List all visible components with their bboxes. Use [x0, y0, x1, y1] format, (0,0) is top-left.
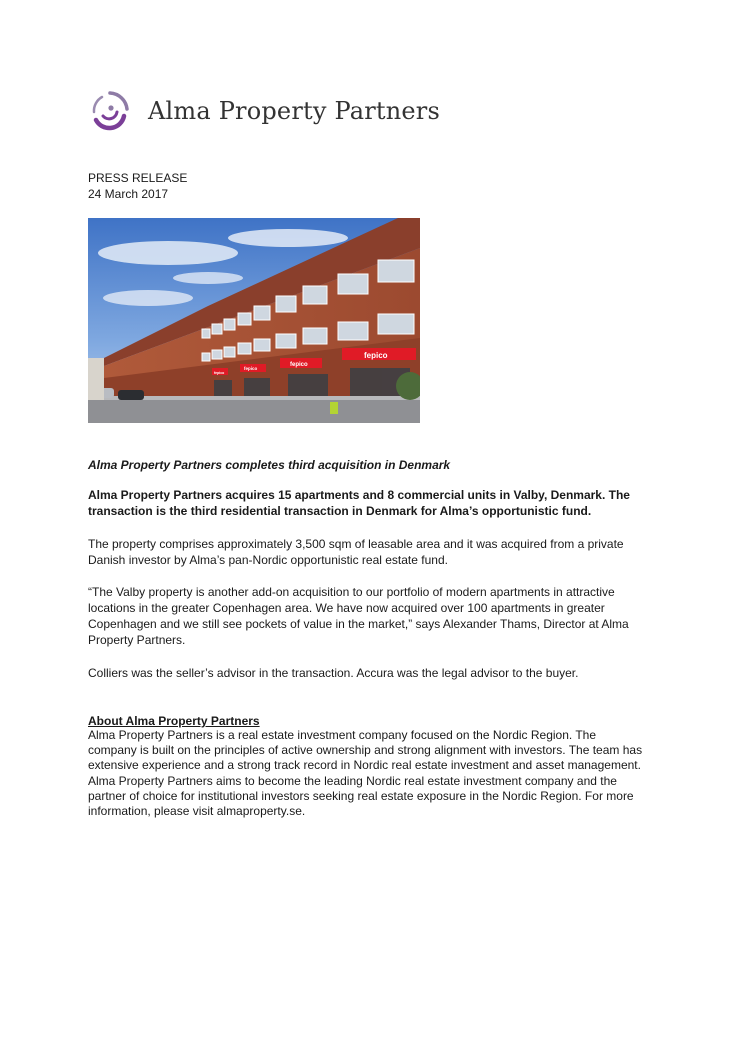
storefront-sign: fepico — [214, 371, 225, 375]
article-paragraph: “The Valby property is another add-on acquisition to our portfolio of modern apartments in attractive locations in the greater Copenhagen area. We have now acquired over 100 apartments in greater Copenhagen and we still see pockets of value in the market,” says Alexander Thams, Director at Alma Property Partners. — [88, 585, 629, 647]
release-meta — [88, 170, 187, 202]
article-paragraph: The property comprises approximately 3,500 sqm of leasable area and it was acquired from a private Danish investor by Alma’s pan-Nordic opportunistic real estate fund. — [88, 537, 624, 567]
alma-circle-logo-icon — [86, 86, 132, 136]
brand-name: Alma Property Partners — [148, 97, 440, 125]
storefront-sign: fepico — [244, 366, 258, 371]
article-paragraph: Colliers was the seller’s advisor in the transaction. Accura was the legal advisor to the buyer. — [88, 666, 579, 680]
release-date: 24 March 2017 — [88, 187, 169, 201]
release-label: PRESS RELEASE — [88, 171, 188, 185]
about-body: Alma Property Partners is a real estate investment company focused on the Nordic Region. The company is built on the principles of active ownership and strong alignment with investors. The team has extensive experience and a strong track record in Nordic real estate investment and asset management. Alma Property Partners aims to become the leading Nordic real estate investment company and the partner of choice for institutional investors seeking real estate exposure in the Nordic Region. For more information, please visit almaproperty.se. — [88, 728, 643, 819]
article-lead: Alma Property Partners acquires 15 apartments and 8 commercial units in Valby, Denmark. The transaction is the third residential transaction in Denmark for Alma’s opportunistic fund. — [88, 488, 630, 518]
property-photo — [88, 218, 420, 423]
brand-logo — [86, 86, 440, 136]
article-headline: Alma Property Partners completes third acquisition in Denmark — [88, 458, 451, 472]
storefront-sign: fepico — [364, 351, 388, 360]
about-title: About Alma Property Partners — [88, 714, 260, 728]
storefront-sign: fepico — [290, 362, 308, 368]
